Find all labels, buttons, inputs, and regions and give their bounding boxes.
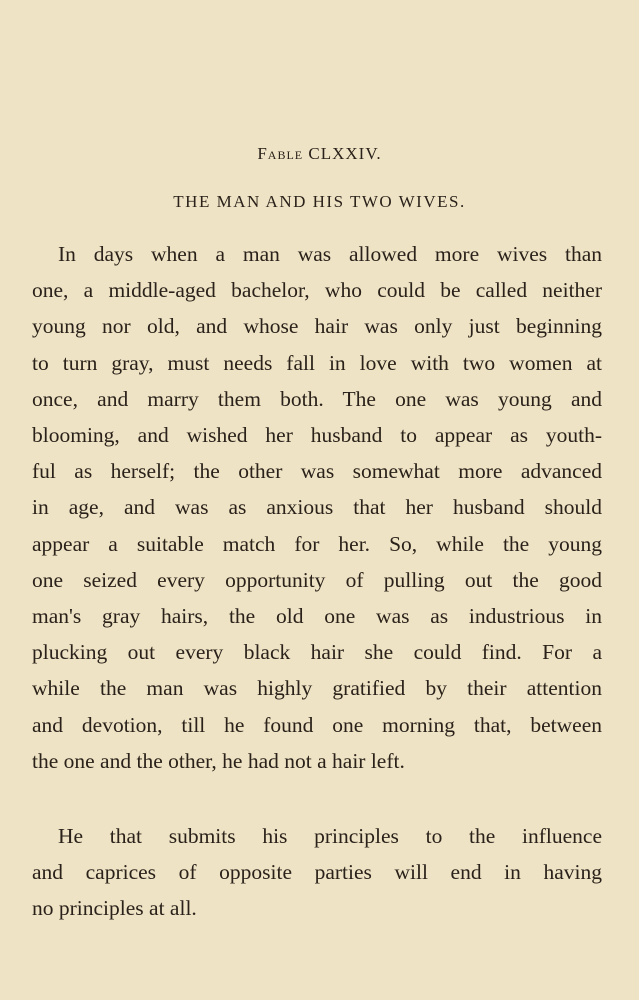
- story-line: the one and the other, he had not a hair left.: [32, 748, 405, 773]
- story-line: plucking out every black hair she could find. For a: [32, 640, 602, 665]
- story-line: one, a middle-aged bachelor, who could be called neither: [32, 278, 602, 303]
- story-line: in age, and was as anxious that her husband should: [32, 495, 602, 520]
- story-line: In days when a man was allowed more wives than: [58, 242, 602, 266]
- fable-number: Fable CLXXIV.: [257, 144, 382, 163]
- moral-line: and caprices of opposite parties will end in having: [32, 860, 602, 885]
- story-line: appear a suitable match for her. So, while the young: [32, 531, 602, 556]
- story-line: man's gray hairs, the old one was as industrious in: [32, 604, 602, 629]
- moral-line: no principles at all.: [32, 896, 197, 921]
- story-line: ful as herself; the other was somewhat more advanced: [32, 459, 602, 484]
- story-line: while the man was highly gratified by their attention: [32, 676, 602, 701]
- story-line: young nor old, and whose hair was only just beginning: [32, 314, 602, 339]
- story-line: once, and marry them both. The one was young and: [32, 386, 602, 411]
- moral-paragraph: [32, 818, 602, 927]
- fable-title: THE MAN AND HIS TWO WIVES.: [173, 192, 466, 211]
- story-line: blooming, and wished her husband to appear as youth-: [32, 423, 602, 448]
- story-paragraph: [32, 236, 602, 779]
- story-line: and devotion, till he found one morning that, between: [32, 712, 602, 737]
- story-line: to turn gray, must needs fall in love with two women at: [32, 350, 602, 375]
- moral-line: He that submits his principles to the influence: [58, 824, 602, 848]
- story-line: one seized every opportunity of pulling out the good: [32, 567, 602, 592]
